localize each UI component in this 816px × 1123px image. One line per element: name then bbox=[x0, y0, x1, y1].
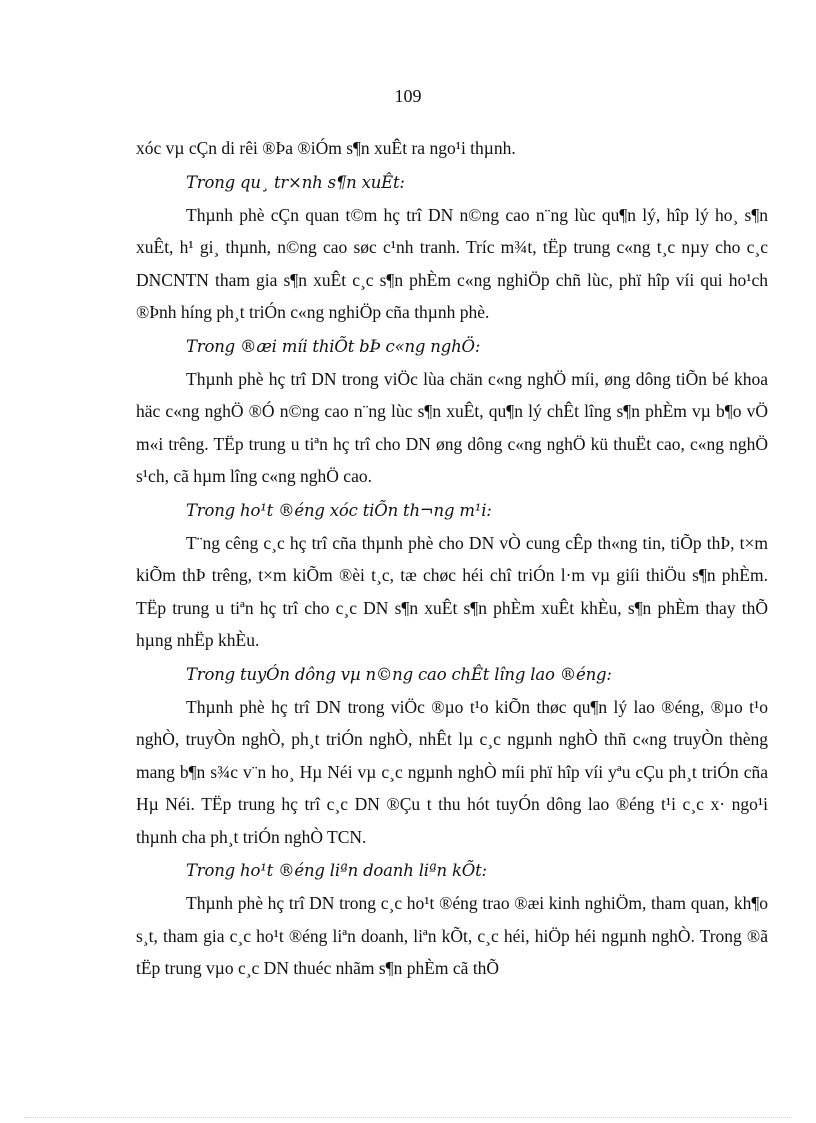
section-body-labor: Thµnh phè hç trî DN trong viÖc ®µo t¹o kiÕn thøc qu¶n lý lao ®éng, ®µo t¹o nghÒ, truyÒn nghÒ, ph¸t triÓn nghÒ, nhÊt lµ c¸c ngµnh nghÒ thñ c«ng truyÒn thèng mang b¶n s¾c v¨n ho¸ Hµ Néi vµ c¸c ngµnh nghÒ míi phï hîp víi yªu cÇu ph¸t triÓn cña Hµ Néi. TËp trung hç trî c¸c DN ®Çu t thu hót tuyÓn dông lao ®éng t¹i c¸c x· ngo¹i thµnh cha ph¸t triÓn nghÒ TCN. bbox=[136, 696, 768, 847]
section-heading-trade-promotion: Trong ho¹t ®éng xóc tiÕn th¬ng m¹i: bbox=[186, 500, 492, 520]
intro-paragraph: xóc vµ cÇn di rêi ®Þa ®iÓm s¶n xuÊt ra ngo¹i thµnh. bbox=[136, 138, 516, 158]
section-heading-joint-venture: Trong ho¹t ®éng liªn doanh liªn kÕt: bbox=[186, 861, 487, 880]
page-bottom-divider bbox=[24, 1117, 792, 1118]
page-body bbox=[136, 132, 768, 985]
section-body-joint-venture: Thµnh phè hç trî DN trong c¸c ho¹t ®éng trao ®æi kinh nghiÖm, tham quan, kh¶o s¸t, tham gia c¸c ho¹t ®éng liªn doanh, liªn kÕt, c¸c héi, hiÖp héi ngµnh nghÒ. Trong ®ã tËp trung vµo c¸c DN thuéc nhãm s¶n phÈm cã thÕ bbox=[136, 893, 768, 978]
section-heading-labor: Trong tuyÓn dông vµ n©ng cao chÊt lîng lao ®éng: bbox=[186, 664, 612, 684]
section-body-technology: Thµnh phè hç trî DN trong viÖc lùa chän c«ng nghÖ míi, øng dông tiÕn bé khoa häc c«ng nghÖ ®Ó n©ng cao n¨ng lùc s¶n xuÊt, qu¶n lý chÊt lîng s¶n phÈm vµ b¶o vÖ m«i trêng. TËp trung u tiªn hç trî cho DN øng dông c«ng nghÖ kü thuËt cao, c«ng nghÖ s¹ch, cã hµm lîng c«ng nghÖ cao. bbox=[136, 368, 768, 486]
section-heading-production: Trong qu¸ tr×nh s¶n xuÊt: bbox=[186, 172, 405, 192]
section-heading-technology: Trong ®æi míi thiÕt bÞ c«ng nghÖ: bbox=[186, 336, 481, 356]
section-body-production: Thµnh phè cÇn quan t©m hç trî DN n©ng cao n¨ng lùc qu¶n lý, hîp lý ho¸ s¶n xuÊt, h¹ gi¸ thµnh, n©ng cao søc c¹nh tranh. Tríc m¾t, tËp trung c«ng t¸c nµy cho c¸c DNCNTN tham gia s¶n xuÊt c¸c s¶n phÈm c«ng nghiÖp chñ lùc, phï hîp víi qui ho¹ch ®Þnh híng ph¸t triÓn c«ng nghiÖp cña thµnh phè. bbox=[136, 204, 768, 322]
section-body-trade-promotion: T¨ng cêng c¸c hç trî cña thµnh phè cho DN vÒ cung cÊp th«ng tin, tiÕp thÞ, t×m kiÕm thÞ trêng, t×m kiÕm ®èi t¸c, tæ chøc héi chî triÓn l·m vµ giíi thiÖu s¶n phÈm. TËp trung u tiªn hç trî cho c¸c DN s¶n xuÊt s¶n phÈm xuÊt khÈu, s¶n phÈm thay thÕ hµng nhËp khÈu. bbox=[136, 532, 768, 650]
page-number: 109 bbox=[394, 86, 422, 106]
